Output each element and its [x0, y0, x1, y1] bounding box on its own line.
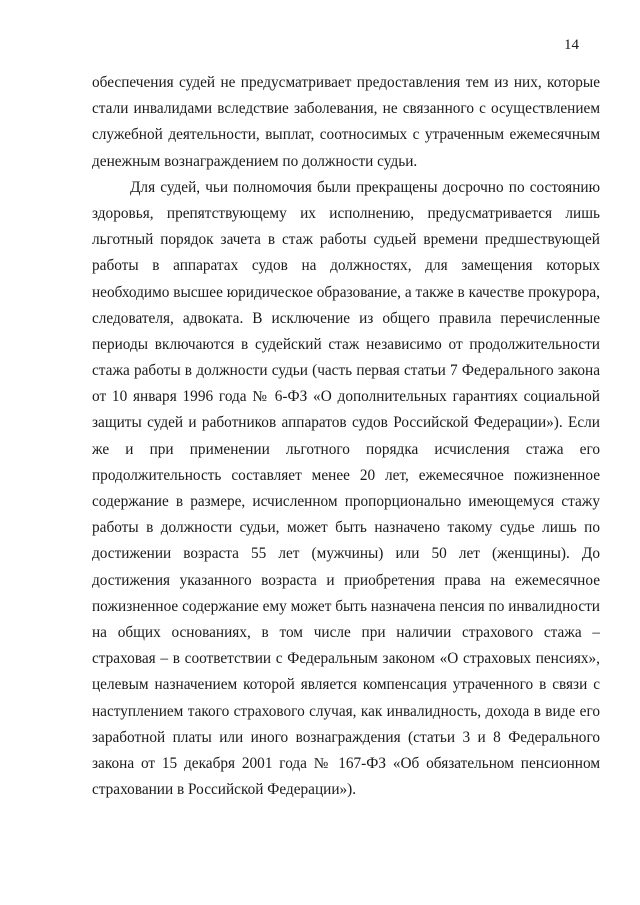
- page-number: 14: [564, 37, 579, 53]
- text-line: закона от 15 декабря 2001 года № 167-ФЗ «Об обязательном пенсионном: [92, 754, 600, 772]
- paragraph-1: [92, 70, 600, 175]
- text-line: наступлением такого страхового случая, как инвалидность, дохода в виде его: [92, 702, 600, 720]
- text-line: заработной платы или иного вознаграждения (статьи 3 и 8 Федерального: [92, 728, 600, 746]
- paragraph-2: [92, 175, 600, 804]
- text-line: следователя, адвоката. В исключение из общего правила перечисленные: [92, 309, 600, 327]
- text-line: от 10 января 1996 года № 6-ФЗ «О дополнительных гарантиях социальной: [92, 388, 600, 406]
- text-line: страховании в Российской Федерации»).: [92, 781, 357, 799]
- text-line: периоды включаются в судейский стаж независимо от продолжительности: [92, 335, 600, 353]
- text-line: продолжительность составляет менее 20 лет, ежемесячное пожизненное: [92, 466, 600, 484]
- text-line: обеспечения судей не предусматривает предоставления тем из них, которые: [92, 74, 600, 91]
- text-line: пожизненное содержание ему может быть назначена пенсия по инвалидности: [92, 597, 600, 615]
- document-body: [92, 70, 600, 803]
- text-line: работы в должности судьи, может быть назначено такому судье лишь по: [92, 519, 600, 537]
- text-line: Для судей, чьи полномочия были прекращены досрочно по состоянию: [130, 178, 600, 196]
- text-line: достижения указанного возраста и приобретения права на ежемесячное: [92, 571, 600, 589]
- text-line: стали инвалидами вследствие заболевания, не связанного с осуществлением: [92, 100, 600, 118]
- text-line: необходимо высшее юридическое образование, а также в качестве прокурора,: [92, 283, 600, 301]
- text-line: же и при применении льготного порядка исчисления стажа его: [92, 440, 600, 458]
- text-line: содержание в размере, исчисленном пропорционально имеющемуся стажу: [92, 493, 600, 510]
- text-line: работы в аппаратах судов на должностях, для замещения которых: [92, 257, 600, 275]
- text-line: денежным вознаграждением по должности судьи.: [92, 152, 418, 170]
- text-line: достижении возраста 55 лет (мужчины) или 50 лет (женщины). До: [92, 545, 600, 563]
- text-line: стажа работы в должности судьи (часть первая статьи 7 Федерального закона: [92, 362, 600, 380]
- text-line: целевым назначением которой является компенсация утраченного в связи с: [92, 676, 600, 694]
- text-line: льготный порядок зачета в стаж работы судьей времени предшествующей: [92, 231, 600, 249]
- text-line: здоровья, препятствующему их исполнению, предусматривается лишь: [92, 204, 600, 222]
- text-line: служебной деятельности, выплат, соотносимых с утраченным ежемесячным: [92, 126, 600, 144]
- text-line: страховая – в соответствии с Федеральным законом «О страховых пенсиях»,: [92, 650, 600, 668]
- text-line: защиты судей и работников аппаратов судов Российской Федерации»). Если: [92, 414, 600, 432]
- text-line: на общих основаниях, в том числе при наличии страхового стажа –: [92, 623, 600, 641]
